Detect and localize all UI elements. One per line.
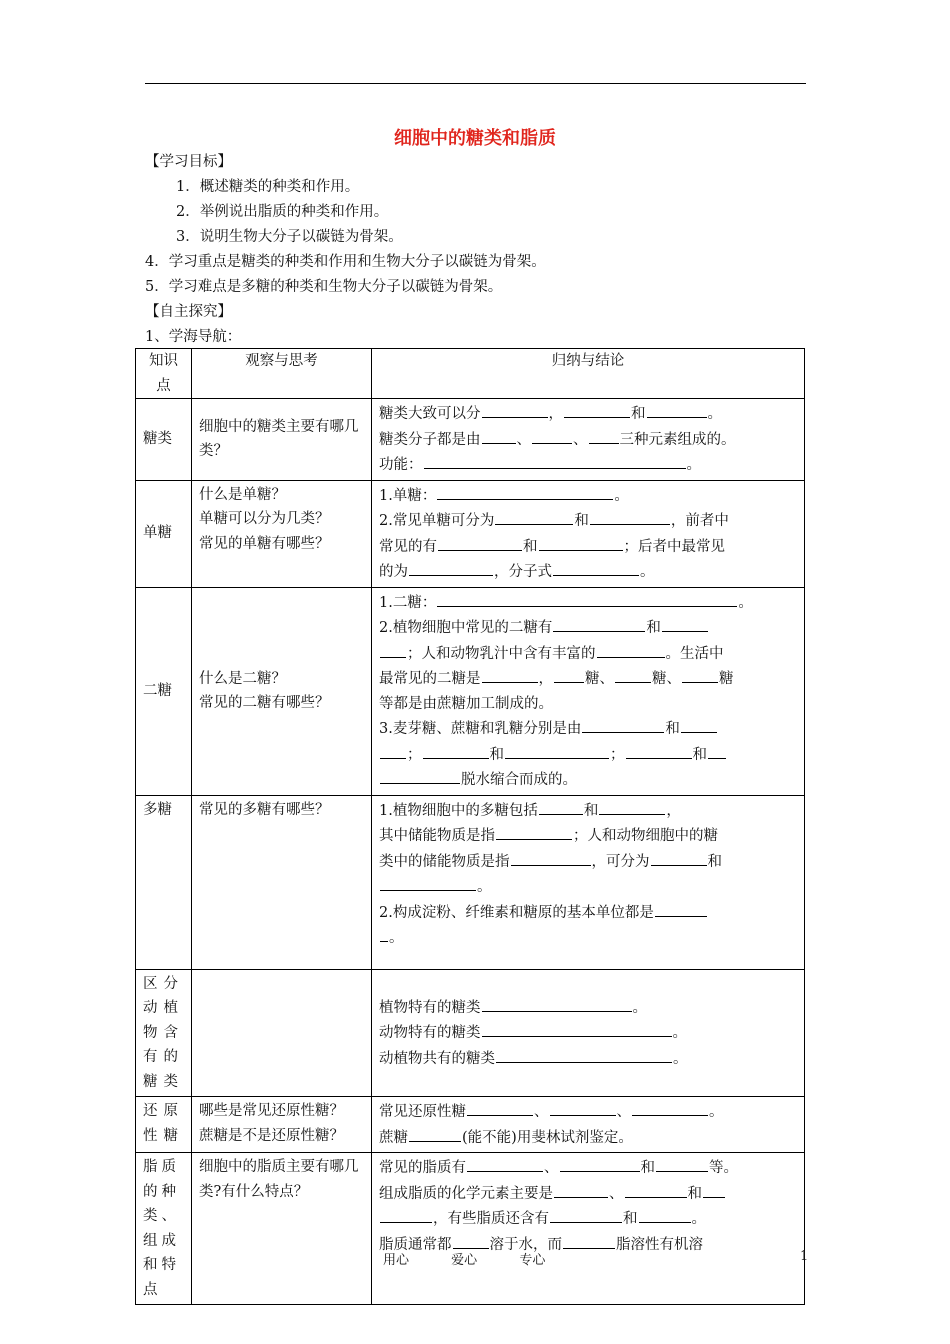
blank[interactable]	[590, 508, 670, 525]
conclusion-cell: 常见还原性糖 、 、 。 蔗糖 (能不能)用斐林试剂鉴定。	[372, 1097, 805, 1153]
question-cell: 哪些是常见还原性糖？ 蔗糖是不是还原性糖？	[192, 1097, 372, 1153]
blank[interactable]	[554, 1181, 608, 1198]
table-row	[136, 969, 805, 1097]
conclusion-cell: 植物特有的糖类 。 动物特有的糖类 。 动植物共有的糖类 。	[372, 969, 805, 1097]
blank[interactable]	[589, 427, 619, 444]
blank[interactable]	[655, 900, 707, 917]
blank[interactable]	[380, 1206, 432, 1223]
conclusion-cell: 1.单糖： 。 2.常见单糖可分为 和 ，前者中 常见的有 和 ；后者中最常见 的为 ，分子式 。	[372, 480, 805, 587]
blank[interactable]	[564, 401, 630, 418]
table-row	[136, 1097, 805, 1153]
blank[interactable]	[626, 742, 692, 759]
table-row	[136, 480, 805, 587]
blank[interactable]	[681, 716, 717, 733]
header-conclusion: 归纳与结论	[372, 349, 805, 399]
blank[interactable]	[662, 615, 708, 632]
knowledge-table	[135, 348, 805, 1305]
blank[interactable]	[582, 716, 664, 733]
blank[interactable]	[482, 995, 632, 1012]
blank[interactable]	[708, 742, 726, 759]
footer-item: 专心	[519, 1253, 546, 1268]
blank[interactable]	[438, 534, 522, 551]
header-topic: 知识点	[136, 349, 192, 399]
blank[interactable]	[647, 401, 707, 418]
blank[interactable]	[597, 641, 665, 658]
blank[interactable]	[380, 925, 388, 942]
table-row	[136, 795, 805, 969]
blank[interactable]	[615, 666, 651, 683]
blank[interactable]	[437, 483, 613, 500]
question-cell: 什么是二糖？ 常见的二糖有哪些？	[192, 587, 372, 795]
objective-item: 2．举例说出脂质的种类和作用。	[176, 204, 389, 220]
blank[interactable]	[482, 427, 516, 444]
question-cell: 常见的多糖有哪些？	[192, 795, 372, 969]
table-header-row	[136, 349, 805, 399]
blank[interactable]	[656, 1155, 708, 1172]
conclusion-cell: 常见的脂质有 、 和 等。 组成脂质的化学元素主要是 、 和 ，有些脂质还含有 和 。 脂质通常都 溶于水，而 脂溶性有机溶	[372, 1153, 805, 1305]
blank[interactable]	[505, 742, 609, 759]
blank[interactable]	[639, 1206, 691, 1223]
blank[interactable]	[625, 1181, 687, 1198]
topic-cell: 二糖	[136, 587, 192, 795]
conclusion-cell: 糖类大致可以分 ， 和 。 糖类分子都是由 、 、 三种元素组成的。 功能： 。	[372, 399, 805, 481]
topic-cell: 脂质的种类、组成和特点	[136, 1153, 192, 1305]
footer-item: 用心	[383, 1253, 410, 1268]
question-cell	[192, 969, 372, 1097]
blank[interactable]	[380, 767, 460, 784]
blank[interactable]	[563, 1232, 615, 1249]
blank[interactable]	[632, 1099, 708, 1116]
blank[interactable]	[496, 1046, 672, 1063]
blank[interactable]	[495, 508, 573, 525]
conclusion-cell: 1.二糖： 。 2.植物细胞中常见的二糖有 和 ；人和动物乳汁中含有丰富的 。生活中 最常见的二糖是 ， 糖、 糖、 糖 等都是由蔗糖加工制成的。 3.麦芽糖、蔗糖和乳糖分别是由 和 ； 和 ； 和 脱水缩合而成的。	[372, 587, 805, 795]
table-row	[136, 399, 805, 481]
topic-cell: 单糖	[136, 480, 192, 587]
blank[interactable]	[560, 1155, 640, 1172]
page-title: 细胞中的糖类和脂质	[394, 128, 556, 149]
blank[interactable]	[553, 615, 645, 632]
footer-motto	[383, 1249, 583, 1268]
footer-item: 爱心	[451, 1253, 478, 1268]
topic-cell: 区分动植物含有的糖类	[136, 969, 192, 1097]
question-cell: 什么是单糖？ 单糖可以分为几类？ 常见的单糖有哪些？	[192, 480, 372, 587]
blank[interactable]	[703, 1181, 725, 1198]
blank[interactable]	[651, 849, 707, 866]
topic-cell: 糖类	[136, 399, 192, 481]
blank[interactable]	[482, 666, 538, 683]
blank[interactable]	[482, 1020, 672, 1037]
objectives-header: 【学习目标】	[145, 154, 232, 170]
blank[interactable]	[467, 1155, 543, 1172]
conclusion-cell: 1.植物细胞中的多糖包括 和 ， 其中储能物质是指 ；人和动物细胞中的糖 类中的储能物质是指 ，可分为 和 。 2.构成淀粉、纤维素和糖原的基本单位都是 。	[372, 795, 805, 969]
blank[interactable]	[423, 742, 489, 759]
blank[interactable]	[682, 666, 718, 683]
blank[interactable]	[380, 641, 406, 658]
question-cell: 细胞中的脂质主要有哪几类?有什么特点？	[192, 1153, 372, 1305]
nav-header: 1、学海导航：	[145, 329, 242, 345]
objective-item: 3．说明生物大分子以碳链为骨架。	[176, 229, 403, 245]
blank[interactable]	[599, 798, 665, 815]
blank[interactable]	[511, 849, 591, 866]
blank[interactable]	[453, 1232, 489, 1249]
table-row	[136, 587, 805, 795]
blank[interactable]	[496, 823, 572, 840]
topic-cell: 还原性糖	[136, 1097, 192, 1153]
blank[interactable]	[424, 452, 686, 469]
blank[interactable]	[380, 874, 476, 891]
blank[interactable]	[409, 1125, 461, 1142]
table-row	[136, 1153, 805, 1305]
blank[interactable]	[482, 401, 548, 418]
header-question: 观察与思考	[192, 349, 372, 399]
blank[interactable]	[539, 534, 623, 551]
blank[interactable]	[554, 666, 584, 683]
blank[interactable]	[409, 559, 493, 576]
blank[interactable]	[539, 798, 583, 815]
difficult-point: 5．学习难点是多糖的种类和生物大分子以碳链为骨架。	[145, 279, 503, 295]
blank[interactable]	[380, 742, 406, 759]
objective-item: 1．概述糖类的种类和作用。	[176, 179, 360, 195]
explore-header: 【自主探究】	[145, 304, 232, 320]
key-point: 4．学习重点是糖类的种类和作用和生物大分子以碳链为骨架。	[145, 254, 546, 270]
question-cell: 细胞中的糖类主要有哪几类？	[192, 399, 372, 481]
topic-cell: 多糖	[136, 795, 192, 969]
blank[interactable]	[437, 590, 737, 607]
header-rule	[145, 83, 806, 84]
blank[interactable]	[553, 559, 639, 576]
page-number: 1	[800, 1249, 809, 1264]
blank[interactable]	[467, 1099, 533, 1116]
blank[interactable]	[550, 1099, 616, 1116]
blank[interactable]	[532, 427, 572, 444]
blank[interactable]	[550, 1206, 622, 1223]
